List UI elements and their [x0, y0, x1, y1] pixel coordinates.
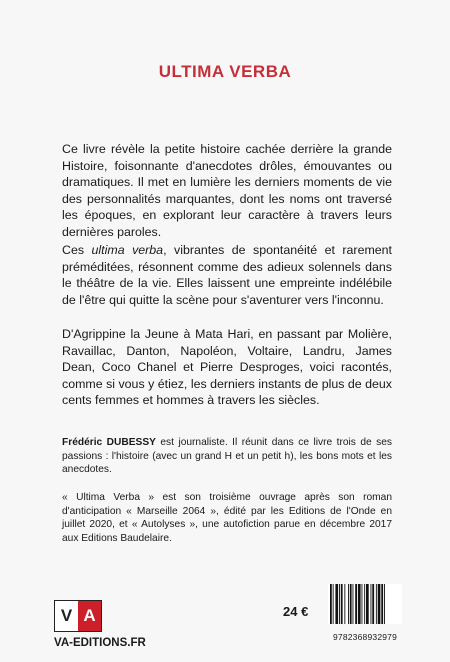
isbn-number: 9782368932979: [332, 632, 398, 642]
description-paragraph-1: Ce livre révèle la petite histoire cachée derrière la grande Histoire, foisonnante d'anecdotes drôles, émouvantes ou dramatiques. Il met en lumière les derniers moments de vie des personnalités marquantes, dont les noms ont traversé les époques, en explorant leur caractère à travers leurs dernières paroles.: [62, 142, 392, 239]
paragraph-2-italic: ultima verba: [91, 243, 164, 257]
publisher-website: VA-EDITIONS.FR: [54, 637, 146, 649]
other-works-note: « Ultima Verba » est son troisième ouvrage après son roman d'anticipation « Marseille 2064 », édité par les Editions de l'Onde en juillet 2020, et « Autolyses », une autofiction parue en décembre 2017 aux Editions Baudelaire.: [62, 492, 392, 544]
paragraph-2-end: , vibrantes de spontanéité et rarement préméditées, résonnent comme des adieux solennels dans le théâtre de la vie. Elles laissent une empreinte indélébile de l'être qui quitte la scène pour s'aventurer vers l'inconnu.: [62, 243, 393, 307]
price-label: 24 €: [283, 604, 309, 619]
author-bio-text: est journaliste. Il réunit dans ce livre trois de ses passions : l'histoire (avec un grand H et un petit h), les bons mots et les anecdotes.: [62, 437, 392, 476]
publisher-logo: [54, 600, 102, 632]
logo-letter-v: V: [55, 601, 78, 631]
book-title: ULTIMA VERBA: [158, 62, 292, 81]
description-paragraph-3: D'Agrippine la Jeune à Mata Hari, en passant par Molière, Ravaillac, Danton, Napoléon, Voltaire, Landru, James Dean, Coco Chanel et Pierre Desproges, voici racontés, comme si vous y étiez, les derniers instants de plus de deux cents femmes et hommes à travers les siècles.: [62, 327, 392, 408]
logo-letter-a: A: [78, 601, 101, 631]
description-paragraph-2: [62, 242, 392, 308]
author-name: Frédéric DUBESSY: [62, 437, 156, 448]
author-bio: [62, 436, 392, 477]
barcode-icon: [328, 584, 402, 624]
paragraph-2-start: Ces: [62, 243, 92, 257]
